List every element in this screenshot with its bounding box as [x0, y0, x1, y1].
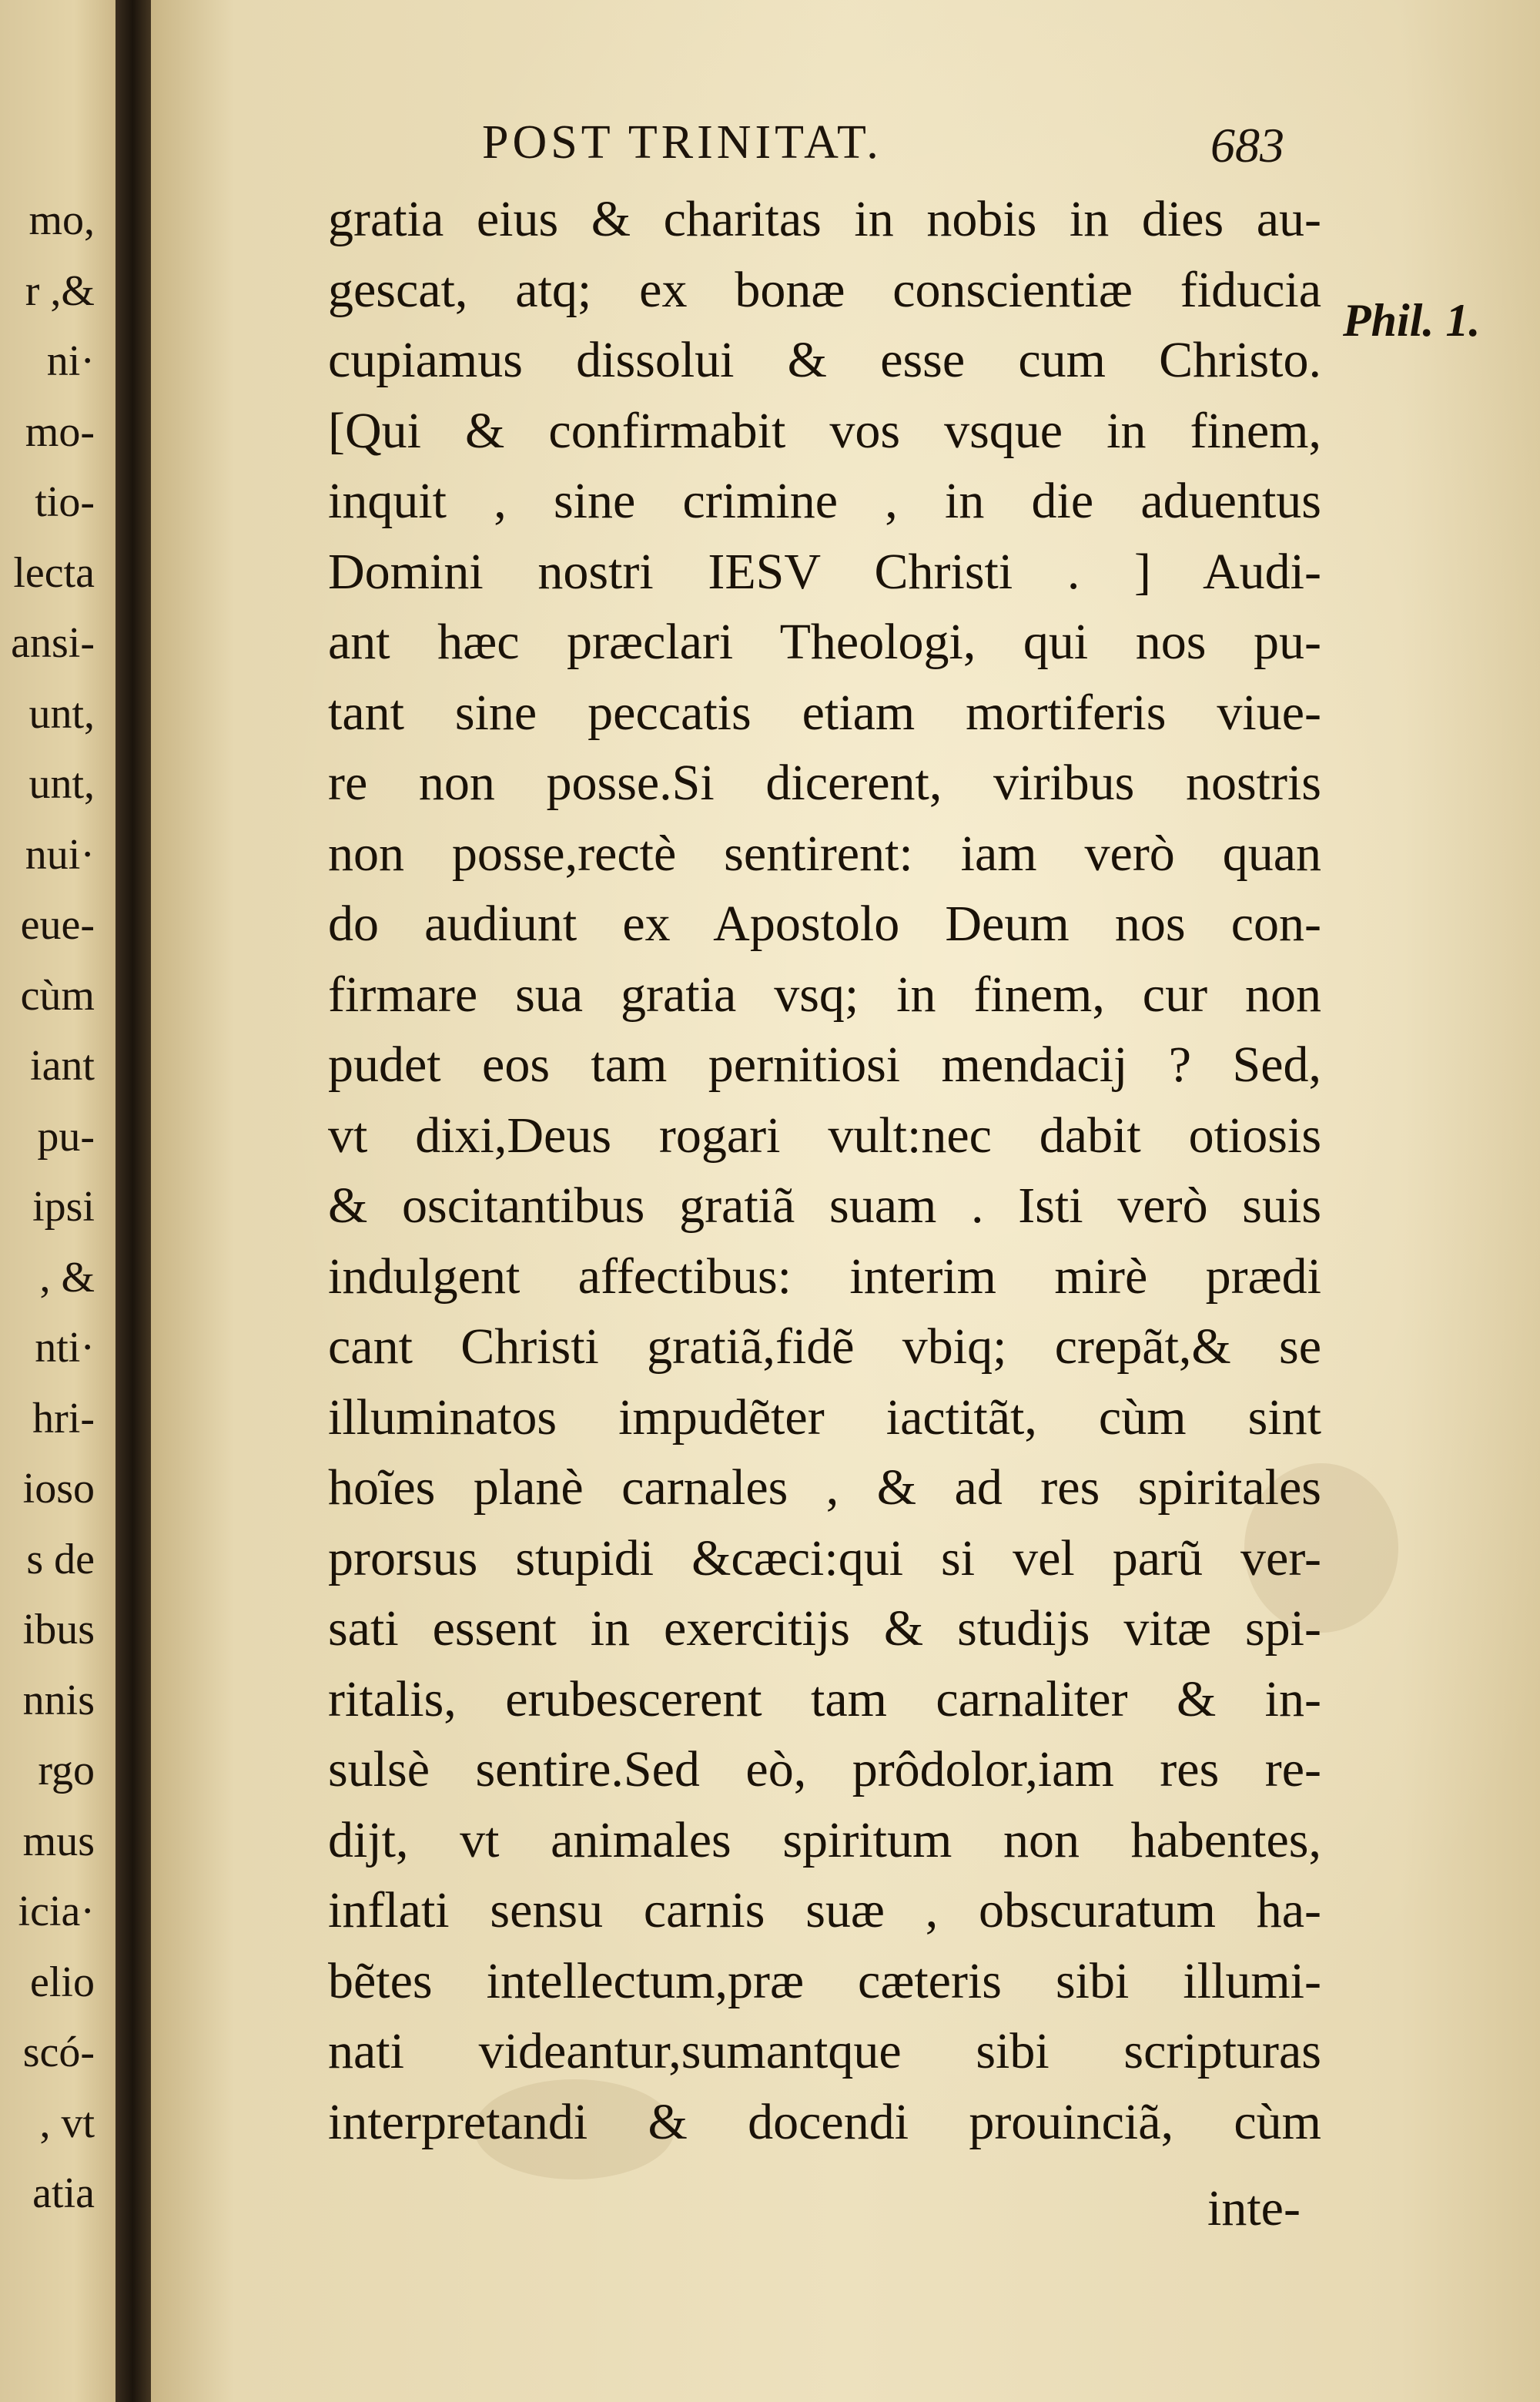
right-page: [151, 0, 1540, 2402]
left-page-line-fragment: , vt: [39, 2099, 95, 2147]
text-line: & oscitantibus gratiã suam . Isti verò suis: [328, 1178, 1321, 1234]
left-page-line-fragment: , &: [39, 1253, 95, 1302]
left-page-line-fragment: icia·: [18, 1888, 95, 1935]
text-line: dijt, vt animales spiritum non habentes,: [328, 1811, 1321, 1868]
left-page-line-fragment: iant: [30, 1042, 95, 1090]
text-line: bẽtes intellectum,præ cæteris sibi illumi-: [328, 1952, 1321, 2009]
left-page-line-fragment: mus: [22, 1817, 95, 1865]
text-line: Domini nostri IESV Christi . ] Audi-: [328, 543, 1321, 600]
text-line: vt dixi,Deus rogari vult:nec dabit otiosis: [328, 1107, 1321, 1164]
left-page-line-fragment: rgo: [38, 1747, 95, 1794]
text-line: pudet eos tam pernitiosi mendacij ? Sed,: [328, 1037, 1321, 1093]
text-line: ritalis, erubescerent tam carnaliter & in-: [328, 1670, 1321, 1727]
text-line: do audiunt ex Apostolo Deum nos con-: [328, 896, 1321, 952]
left-page-line-fragment: elio: [30, 1958, 95, 2006]
left-page-line-fragment: scó-: [22, 2028, 95, 2076]
left-page-line-fragment: nnis: [22, 1676, 95, 1724]
text-line: gescat, atq; ex bonæ conscientiæ fiducia: [328, 261, 1321, 318]
marginal-note: Phil. 1.: [1343, 295, 1481, 346]
text-line: hoĩes planè carnales , & ad res spiritales: [328, 1459, 1321, 1516]
text-line: inquit , sine crimine , in die aduentus: [328, 473, 1321, 529]
left-page-line-fragment: mo,: [28, 196, 95, 244]
left-page-line-fragment: ioso: [22, 1465, 95, 1513]
left-page-line-fragment: ni·: [46, 337, 95, 385]
left-page-line-fragment: nti·: [35, 1324, 95, 1372]
text-line: firmare sua gratia vsq; in finem, cur non: [328, 966, 1321, 1023]
text-line: ant hæc præclari Theologi, qui nos pu-: [328, 614, 1321, 670]
page-number: 683: [1210, 118, 1284, 173]
text-line: cant Christi gratiã,fidẽ vbiq; crepãt,& se: [328, 1318, 1321, 1375]
text-line: re non posse.Si dicerent, viribus nostris: [328, 755, 1321, 811]
text-line: sulsè sentire.Sed eò, prôdolor,iam res re-: [328, 1741, 1321, 1797]
left-page-edge: [0, 0, 135, 2402]
left-page-line-fragment: mo-: [25, 407, 95, 456]
text-line: indulgent affectibus: interim mirè prædi: [328, 1248, 1321, 1305]
text-line: inflati sensu carnis suæ , obscuratum ha-: [328, 1882, 1321, 1938]
left-page-line-fragment: atia: [32, 2169, 95, 2217]
text-line: prorsus stupidi &cæci:qui si vel parũ ver-: [328, 1529, 1321, 1586]
left-page-line-fragment: nui·: [25, 830, 95, 879]
left-page-line-fragment: ipsi: [32, 1183, 95, 1231]
left-page-line-fragment: ibus: [22, 1606, 95, 1653]
left-page-line-fragment: pu-: [37, 1112, 95, 1161]
left-page-line-fragment: unt,: [28, 760, 95, 808]
text-line: cupiamus dissolui & esse cum Christo.: [328, 332, 1321, 388]
left-page-line-fragment: s de: [26, 1535, 95, 1583]
left-page-line-fragment: r ,&: [25, 266, 95, 315]
text-line: interpretandi & docendi prouinciã, cùm: [328, 2093, 1321, 2150]
catchword: inte-: [1207, 2180, 1301, 2236]
left-page-line-fragment: tio-: [35, 478, 95, 526]
text-line: non posse,rectè sentirent: iam verò quan: [328, 825, 1321, 882]
left-page-line-fragment: cùm: [20, 971, 95, 1020]
left-page-line-fragment: lecta: [13, 548, 95, 597]
text-line: tant sine peccatis etiam mortiferis viue-: [328, 684, 1321, 741]
book-gutter: [116, 0, 154, 2402]
text-line: [Qui & confirmabit vos vsque in finem,: [328, 402, 1321, 459]
left-page-line-fragment: eue-: [20, 901, 95, 949]
left-page-line-fragment: unt,: [28, 689, 95, 738]
text-line: sati essent in exercitijs & studijs vitæ spi-: [328, 1600, 1321, 1657]
left-page-line-fragment: ansi-: [11, 619, 95, 667]
running-title: POST TRINITAT.: [482, 116, 882, 169]
text-line: gratia eius & charitas in nobis in dies au-: [328, 191, 1321, 247]
text-line: nati videantur,sumantque sibi scripturas: [328, 2023, 1321, 2079]
text-line: illuminatos impudẽter iactitãt, cùm sint: [328, 1389, 1321, 1446]
left-page-line-fragment: hri-: [32, 1394, 95, 1442]
